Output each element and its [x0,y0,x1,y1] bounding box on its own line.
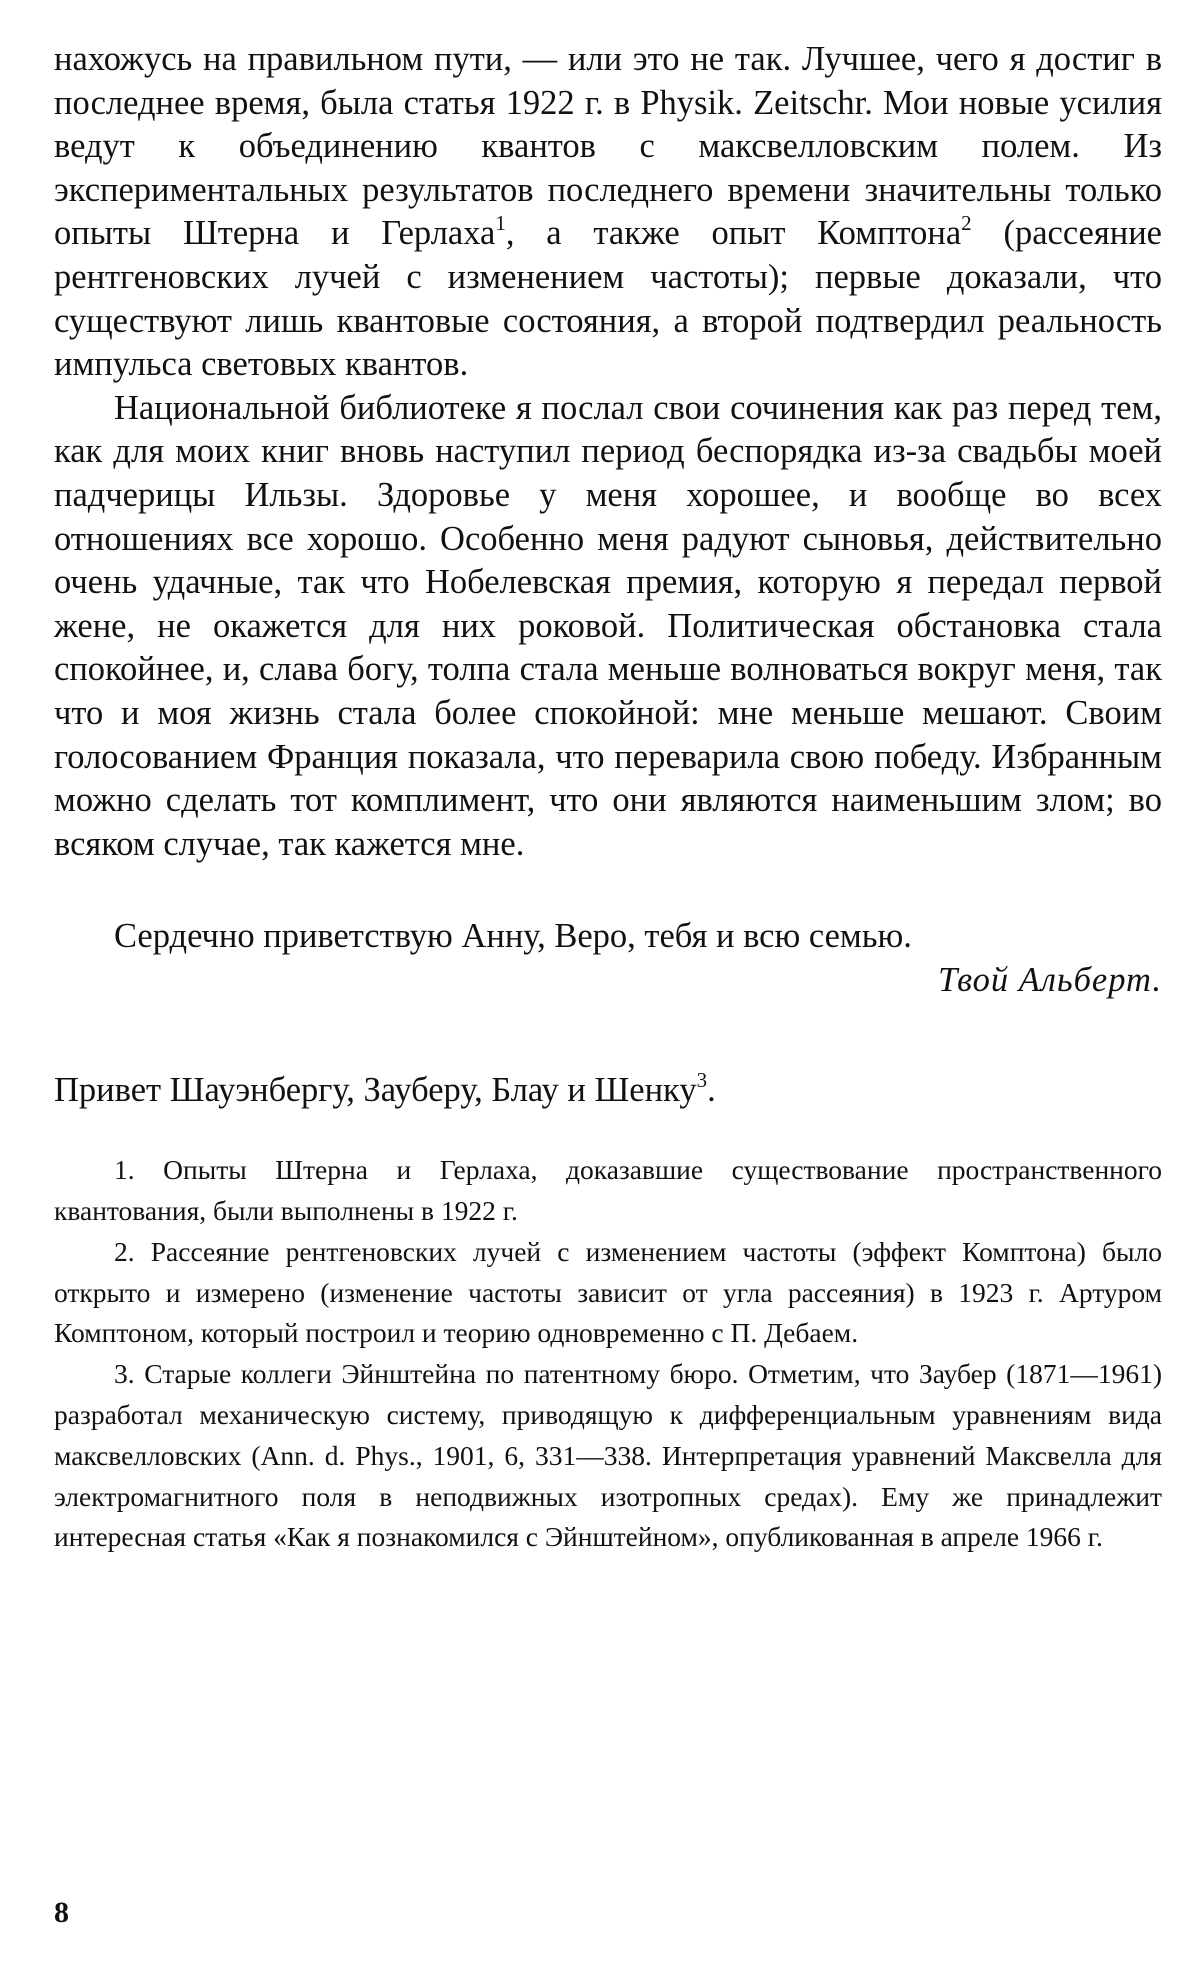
paragraph-1-part-a: нахожусь на правильном пути, — или это не так. Лучшее, чего я достиг в последнее время, была статья 1922 г. в Physik. Zeitschr. Мои новые усилия ведут к объединению квантов с максвелловским полем. Из экспериментальных результатов последнего времени значительны только опыты Штерна и Герлаха [54,40,1162,253]
footnote-mark-1: 1 [495,210,506,235]
closing-greeting: Сердечно приветствую Анну, Веро, тебя и всю семью. [114,917,912,956]
postscript-end: . [707,1071,716,1110]
letter-paragraph-2: Национальной библиотеке я послал свои сочинения как раз перед тем, как для моих книг вновь наступил период беспорядка из-за свадьбы моей падчерицы Ильзы. Здоровье у меня хорошее, и вообще во всех отношениях все хорошо. Особенно меня радуют сыновья, действительно очень удачные, так что Нобелевская премия, которую я передал первой жене, не окажется для них роковой. Политическая обстановка стала спокойнее, и, слава богу, толпа стала меньше волноваться вокруг меня, так что и моя жизнь стала более спокойной: мне меньше мешают. Своим голосованием Франция показала, что переварила свою победу. Избранным можно сделать тот комплимент, что они являются наименьшим злом; во всяком случае, так кажется мне. [54,388,1162,863]
paragraph-1-part-c: (рассеяние рентгеновских лучей с изменением частоты); первые доказали, что существуют лишь квантовые состояния, а второй подтвердил реальность импульса световых квантов. [54,214,1162,384]
postscript [54,1068,1162,1112]
footnote-mark-2: 2 [961,210,972,235]
postscript-text: Привет Шауэнбергу, Зауберу, Блау и Шенку [54,1071,697,1110]
footnote-1: 1. Опыты Штерна и Герлаха, доказавшие существование пространственного квантования, были выполнены в 1922 г. [54,1154,1162,1227]
footnote-mark-3: 3 [696,1067,708,1092]
page-number: 8 [54,1896,69,1929]
signature: Твой Альберт. [938,961,1162,1000]
document-page [54,38,1162,1558]
letter-body [54,38,1162,866]
footnote-3: 3. Старые коллеги Эйнштейна по патентному бюро. Отметим, что Заубер (1871—1961) разработал механическую систему, приводящую к дифференциальным уравнениям вида максвелловских (Ann. d. Phys., 1901, 6, 331—338. Интерпретация уравнений Максвелла для электромагнитного поля в неподвижных изотропных средах). Ему же принадлежит интересная статья «Как я познакомился с Эйнштейном», опубликованная в апреле 1966 г. [54,1358,1162,1553]
footnote-2: 2. Рассеяние рентгеновских лучей с изменением частоты (эффект Комптона) было открыто и измерено (изменение частоты зависит от угла рассеяния) в 1923 г. Артуром Комптоном, который построил и теорию одновременно с П. Дебаем. [54,1235,1162,1349]
letter-paragraph-1 [54,38,1162,387]
paragraph-1-part-b: , а также опыт Комптона [505,214,962,253]
footnotes [54,1150,1162,1558]
